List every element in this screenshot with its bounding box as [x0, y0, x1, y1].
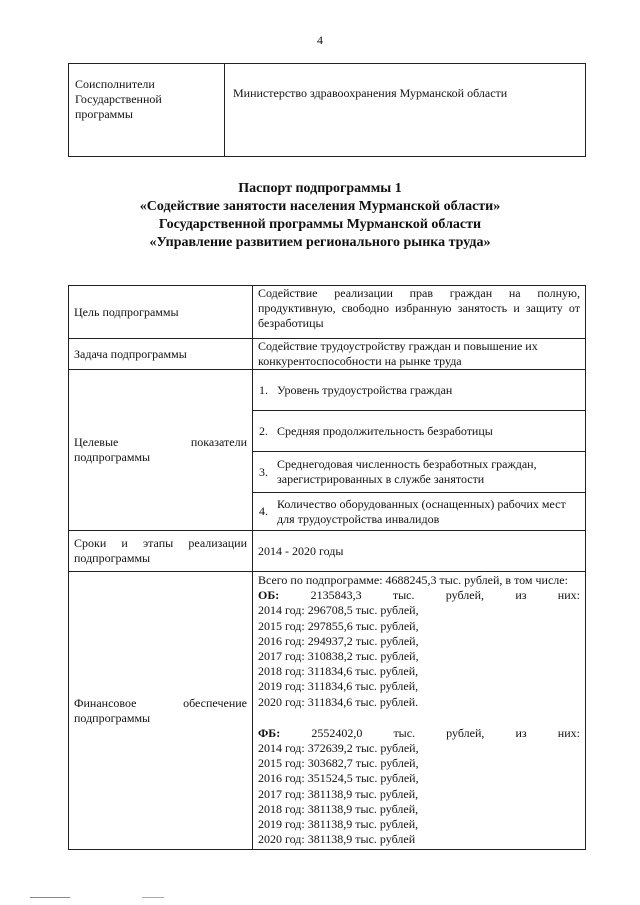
- ob-unit-1: тыс.: [392, 588, 415, 603]
- page-number: 4: [317, 33, 323, 47]
- finance-value: [253, 572, 586, 850]
- fb-year-line: 2019 год: 381138,9 тыс. рублей,: [258, 817, 419, 832]
- indicators-list: [253, 370, 585, 530]
- fb-amount: 2552402,0: [311, 725, 363, 740]
- fb-year-line: 2014 год: 372639,2 тыс. рублей,: [258, 741, 419, 756]
- fb-year-line: 2015 год: 303682,7 тыс. рублей,: [258, 756, 419, 771]
- list-item: [253, 493, 585, 530]
- fb-year-line: 2017 год: 381138,9 тыс. рублей,: [258, 786, 419, 801]
- fb-code: ФБ:: [258, 725, 281, 740]
- indicator-text: Среднегодовая численность безработных граждан, зарегистрированных в службе занятости: [277, 457, 537, 486]
- list-item: [253, 452, 585, 493]
- ob-from: из: [515, 588, 527, 603]
- fb-year-line: 2018 год: 381138,9 тыс. рублей,: [258, 801, 419, 816]
- footer-rule: [142, 897, 164, 898]
- fb-from: из: [515, 725, 527, 740]
- table-row: [69, 572, 586, 850]
- document-title: [0, 180, 640, 252]
- title-line-1: Паспорт подпрограммы 1: [238, 181, 402, 196]
- fb-summary: [258, 726, 580, 741]
- ob-year-line: 2017 год: 310838,2 тыс. рублей,: [258, 649, 419, 664]
- title-line-2: «Содействие занятости населения Мурманской области»: [139, 199, 501, 214]
- finance-label-word-1: Финансовое: [74, 695, 137, 710]
- indicators-label-word-1: Целевые: [74, 435, 119, 449]
- table-row: [69, 339, 586, 370]
- table-row: [69, 531, 586, 572]
- ob-year-line: 2014 год: 296708,5 тыс. рублей,: [258, 603, 419, 618]
- goal-label: Цель подпрограммы: [69, 286, 253, 339]
- indicators-label-word-2: показатели: [190, 435, 247, 449]
- table-row: [69, 286, 586, 339]
- fb-unit-1: тыс.: [393, 725, 416, 740]
- indicator-text: Количество оборудованных (оснащенных) рабочих мест для трудоустройства инвалидов: [277, 496, 566, 526]
- fb-them: них:: [557, 725, 580, 740]
- passport-table: [68, 285, 586, 850]
- indicator-text: Уровень трудоустройства граждан: [277, 382, 453, 397]
- finance-total: Всего по подпрограмме: 4688245,3 тыс. рублей, в том числе:: [258, 573, 568, 587]
- ob-summary: [258, 588, 580, 603]
- dates-label: Сроки и этапы реализации подпрограммы: [69, 531, 253, 572]
- ob-year-line: 2020 год: 311834,6 тыс. рублей.: [258, 694, 419, 709]
- goal-value: Содействие реализации прав граждан на полную, продуктивную, свободно избранную занятость и защиту от безработицы: [253, 286, 586, 339]
- ob-year-line: 2015 год: 297855,6 тыс. рублей,: [258, 618, 419, 633]
- finance-label-word-3: подпрограммы: [74, 710, 151, 725]
- indicators-cell: [253, 370, 586, 531]
- indicator-number: 2.: [259, 423, 268, 438]
- list-item: [253, 370, 585, 411]
- table-row: [69, 370, 586, 531]
- indicators-label-word-3: подпрограммы: [74, 450, 151, 464]
- fb-unit-2: рублей,: [446, 725, 485, 740]
- indicators-label: [69, 370, 253, 531]
- ob-them: них:: [557, 588, 580, 603]
- task-value: Содействие трудоустройству граждан и повышение их конкурентоспособности на рынке труда: [253, 339, 586, 370]
- indicator-text: Средняя продолжительность безработицы: [277, 423, 493, 438]
- ob-amount: 2135843,3: [310, 588, 362, 603]
- title-line-3: Государственной программы Мурманской области: [158, 217, 482, 232]
- list-item: [253, 411, 585, 452]
- task-label: Задача подпрограммы: [69, 339, 253, 370]
- ob-year-line: 2018 год: 311834,6 тыс. рублей,: [258, 664, 419, 679]
- co-executors-label: Соисполнители Государственной программы: [69, 64, 225, 157]
- co-executors-table: [68, 63, 586, 157]
- fb-year-line: 2016 год: 351524,5 тыс. рублей,: [258, 771, 419, 786]
- title-line-4: «Управление развитием регионального рынка труда»: [149, 235, 491, 250]
- ob-code: ОБ:: [258, 588, 280, 603]
- ob-year-line: 2019 год: 311834,6 тыс. рублей,: [258, 679, 419, 694]
- fb-year-line: 2020 год: 381138,9 тыс. рублей: [258, 832, 416, 847]
- footer-rule: [30, 897, 70, 898]
- indicator-number: 1.: [259, 382, 268, 397]
- ob-unit-2: рублей,: [445, 588, 485, 603]
- ob-year-line: 2016 год: 294937,2 тыс. рублей,: [258, 633, 419, 648]
- finance-label: [69, 572, 253, 850]
- finance-label-word-2: обеспечение: [183, 695, 247, 710]
- indicator-number: 3.: [259, 464, 268, 479]
- indicator-number: 4.: [259, 504, 268, 518]
- co-executors-value: Министерство здравоохранения Мурманской области: [225, 64, 586, 157]
- dates-value: 2014 - 2020 годы: [253, 531, 586, 572]
